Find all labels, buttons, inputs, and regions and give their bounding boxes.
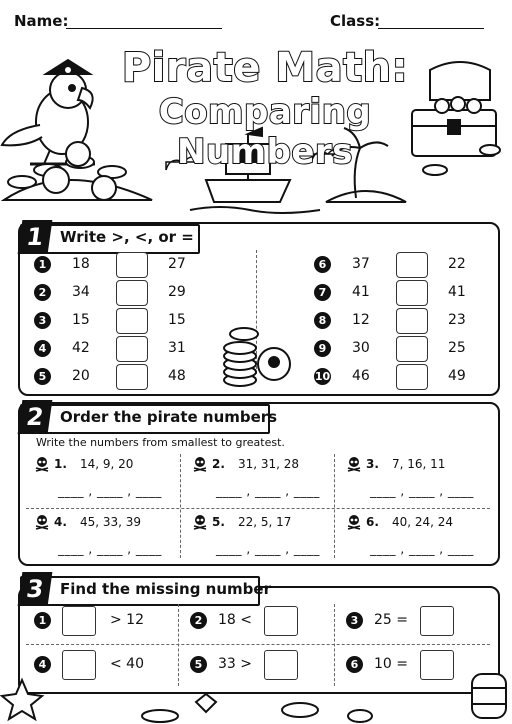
question-number-badge: 10 (314, 370, 331, 383)
section1-number: 1 (18, 220, 53, 254)
order-item-values: 14, 9, 20 (80, 457, 134, 471)
order-answer-blanks[interactable]: ____ , ____ , ____ (58, 484, 162, 498)
missing-expression-left: 25 = (374, 612, 408, 628)
coin-stack-icon (214, 318, 294, 390)
compare-left-number: 12 (352, 312, 370, 328)
order-item-label: 6. (366, 515, 379, 529)
order-item-values: 45, 33, 39 (80, 515, 142, 529)
answer-box[interactable] (396, 252, 428, 278)
section2-title: Order the pirate numbers (60, 408, 278, 426)
missing-expression-left: 10 = (374, 656, 408, 672)
order-answer-blanks[interactable]: ____ , ____ , ____ (370, 484, 474, 498)
skull-crossbones-icon (346, 456, 362, 472)
section2-vdivider-1 (180, 454, 181, 558)
skull-crossbones-icon (34, 514, 50, 530)
section3-number: 3 (18, 572, 53, 606)
section2-instruction: Write the numbers from smallest to greatest. (36, 436, 285, 449)
question-number-badge: 6 (346, 656, 363, 673)
compare-right-number: 15 (168, 312, 186, 328)
question-number-badge: 7 (314, 284, 331, 301)
question-number-badge: 6 (314, 256, 331, 273)
order-item-values: 22, 5, 17 (238, 515, 292, 529)
title-line1: Pirate Math: (121, 45, 409, 91)
question-number-badge: 5 (34, 368, 51, 385)
order-item-values: 7, 16, 11 (392, 457, 446, 471)
section2-number: 2 (18, 400, 53, 434)
question-number-badge: 4 (34, 340, 51, 357)
class-label: Class: (330, 12, 381, 30)
compare-left-number: 46 (352, 368, 370, 384)
missing-number-box[interactable] (62, 606, 96, 636)
barrel-icon (472, 674, 506, 718)
question-number-badge: 3 (346, 612, 363, 629)
section3-banner (20, 575, 271, 606)
compare-left-number: 30 (352, 340, 370, 356)
skull-crossbones-icon (192, 514, 208, 530)
bottom-decoration (0, 672, 512, 724)
answer-box[interactable] (116, 280, 148, 306)
section2-vdivider-2 (334, 454, 335, 558)
shell-icon (282, 703, 318, 717)
order-item-values: 31, 31, 28 (238, 457, 300, 471)
compare-left-number: 37 (352, 256, 370, 272)
order-item-label: 4. (54, 515, 67, 529)
answer-box[interactable] (396, 308, 428, 334)
shell-icon (142, 710, 178, 722)
compare-right-number: 22 (448, 256, 466, 272)
compare-right-number: 27 (168, 256, 186, 272)
answer-box[interactable] (116, 336, 148, 362)
name-line[interactable] (66, 12, 222, 29)
missing-number-box[interactable] (264, 606, 298, 636)
question-number-badge: 3 (34, 312, 51, 329)
section3-hdivider (26, 644, 490, 645)
question-number-badge: 5 (190, 656, 207, 673)
question-number-badge: 1 (34, 612, 51, 629)
question-number-badge: 4 (34, 656, 51, 673)
answer-box[interactable] (396, 336, 428, 362)
order-item-label: 5. (212, 515, 225, 529)
question-number-badge: 9 (314, 340, 331, 357)
compare-left-number: 34 (72, 284, 90, 300)
class-line[interactable] (378, 12, 484, 29)
compare-left-number: 42 (72, 340, 90, 356)
compare-right-number: 23 (448, 312, 466, 328)
skull-crossbones-icon (34, 456, 50, 472)
gem-icon (196, 694, 216, 712)
order-item-label: 2. (212, 457, 225, 471)
starfish-icon (2, 680, 42, 719)
missing-expression-left: 33 > (218, 656, 252, 672)
section1-banner (20, 224, 200, 254)
question-number-badge: 8 (314, 312, 331, 329)
missing-number-box[interactable] (420, 606, 454, 636)
order-answer-blanks[interactable]: ____ , ____ , ____ (58, 542, 162, 556)
question-number-badge: 2 (190, 612, 207, 629)
section2-hdivider (26, 508, 490, 509)
order-answer-blanks[interactable]: ____ , ____ , ____ (216, 542, 320, 556)
compare-right-number: 25 (448, 340, 466, 356)
compare-left-number: 15 (72, 312, 90, 328)
question-number-badge: 1 (34, 256, 51, 273)
order-answer-blanks[interactable]: ____ , ____ , ____ (216, 484, 320, 498)
skull-crossbones-icon (192, 456, 208, 472)
answer-box[interactable] (116, 364, 148, 390)
compare-left-number: 20 (72, 368, 90, 384)
section1-title: Write >, <, or = (60, 228, 194, 246)
section2-banner (20, 403, 278, 434)
answer-box[interactable] (116, 308, 148, 334)
answer-box[interactable] (396, 280, 428, 306)
missing-expression-left: 18 < (218, 612, 252, 628)
compare-left-number: 41 (352, 284, 370, 300)
name-label: Name: (14, 12, 69, 30)
skull-crossbones-icon (346, 514, 362, 530)
section3-title: Find the missing number (60, 580, 271, 598)
title-line2: Comparing Numbers (158, 92, 372, 172)
order-item-label: 1. (54, 457, 67, 471)
order-answer-blanks[interactable]: ____ , ____ , ____ (370, 542, 474, 556)
missing-expression-right: > 12 (110, 612, 144, 628)
answer-box[interactable] (396, 364, 428, 390)
compare-right-number: 41 (448, 284, 466, 300)
order-item-label: 3. (366, 457, 379, 471)
compare-left-number: 18 (72, 256, 90, 272)
compare-right-number: 48 (168, 368, 186, 384)
missing-expression-right: < 40 (110, 656, 144, 672)
compare-right-number: 29 (168, 284, 186, 300)
question-number-badge: 2 (34, 284, 51, 301)
compare-right-number: 49 (448, 368, 466, 384)
order-item-values: 40, 24, 24 (392, 515, 454, 529)
answer-box[interactable] (116, 252, 148, 278)
compare-right-number: 31 (168, 340, 186, 356)
